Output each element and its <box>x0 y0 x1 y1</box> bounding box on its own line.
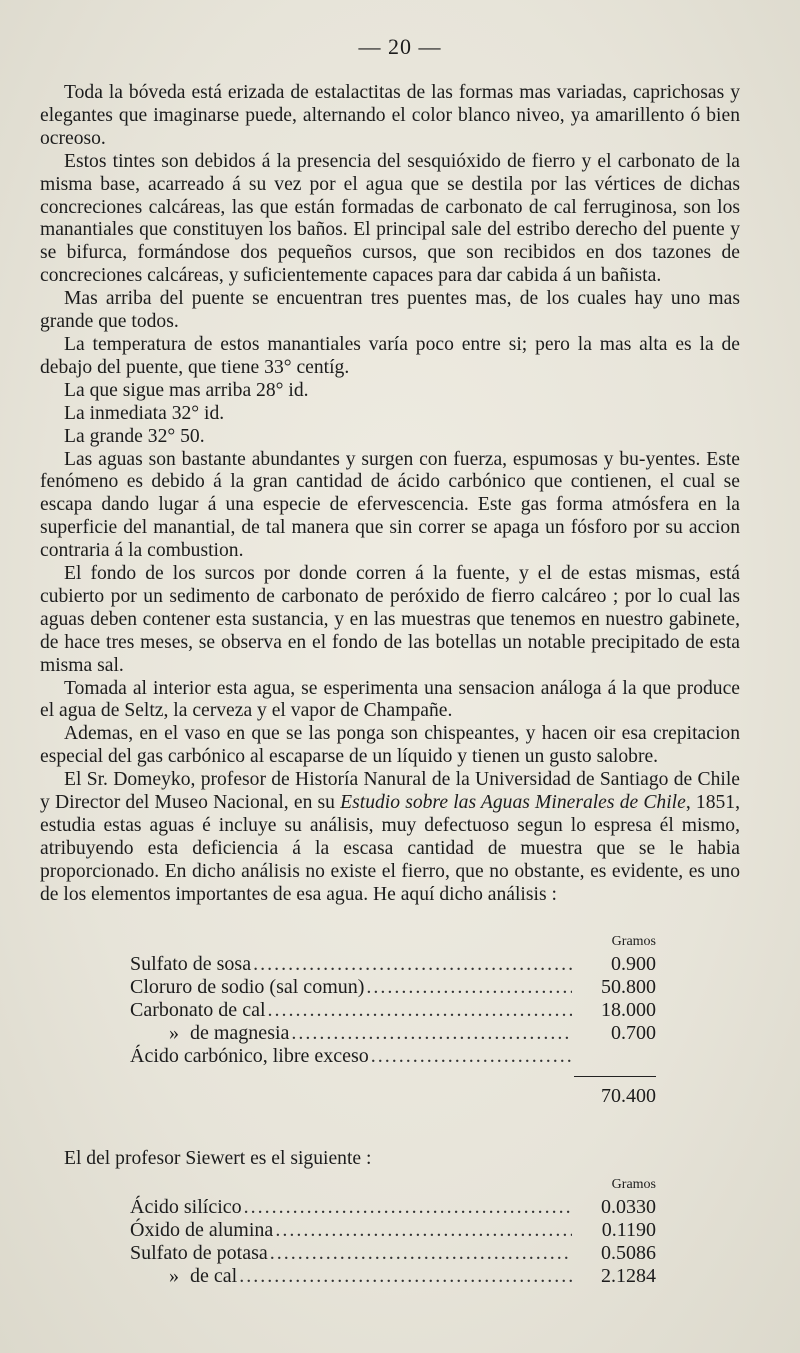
paragraph-boveda: Toda la bóveda está erizada de estalactitas de las formas mas variadas, caprichosas y elegantes que imaginarse puede, alternando el color blanco niveo, ya amarillento ó bien ocreoso. <box>40 82 740 149</box>
table-row <box>130 1265 656 1288</box>
unit-label: Gramos <box>611 1177 656 1192</box>
row-value: 18.000 <box>601 999 656 1021</box>
body-text <box>40 82 740 907</box>
row-value: 0.700 <box>611 1022 656 1044</box>
siewert-intro: El del profesor Siewert es el siguiente : <box>64 1148 372 1169</box>
paragraph-temp-4: La grande 32° 50. <box>64 425 205 447</box>
paragraph-aguas: Las aguas son bastante abundantes y surgen con fuerza, espumosas y bu-yentes. Este fenómeno es debido á la gran cantidad de ácido carbónico que contienen, el cual se escapa dando lugar á una especie de efervescencia. Este gas forma atmósfera en la superficie del manantial, de tal manera que sin correr se apaga un fósforo por su accion contraria á la combustion. <box>40 448 740 562</box>
domeyko-text-before: El Sr. Domeyko, profesor de Historía Nanural de la Universidad de Santiago de Chile y Director del Museo Nacional, en su <box>40 769 740 814</box>
paragraph-temp-3: La inmediata 32° id. <box>64 402 225 424</box>
row-value: 50.800 <box>601 976 656 998</box>
row-label: Carbonato de cal <box>130 999 266 1021</box>
table-row <box>130 1022 656 1045</box>
paragraph-temp-2: La que sigue mas arriba 28° id. <box>64 379 309 401</box>
domeyko-book-title: Estudio sobre las Aguas Minerales de Chile <box>340 792 686 814</box>
ditto-mark: » <box>169 1022 179 1044</box>
leader-dots <box>275 1219 572 1242</box>
domeyko-text-after: , 1851, estudia estas aguas é incluye su análisis, muy defectuoso segun lo espresa él mismo, atribuyendo esta deficiencia á la escasa cantidad de muestra que se le habia proporcionado. En dicho análisis no existe el fierro, que no obstante, es evidente, es uno de los elementos importantes de esa agua. He aquí dicho análisis : <box>40 792 740 905</box>
leader-dots <box>239 1265 572 1288</box>
paragraph-puentes: Mas arriba del puente se encuentran tres puentes mas, de los cuales hay uno mas grande que todos. <box>40 288 740 333</box>
row-label: Sulfato de sosa <box>130 953 252 975</box>
row-label: Ácido carbónico, libre exceso <box>130 1045 369 1067</box>
leader-dots <box>371 1045 572 1068</box>
leader-dots <box>366 976 572 999</box>
analysis-table-siewert <box>130 1174 656 1288</box>
page-number: — 20 — <box>358 34 442 59</box>
row-value: 0.1190 <box>601 1219 656 1241</box>
analysis-table-domeyko <box>130 931 656 1109</box>
table-row <box>130 1219 656 1242</box>
table-row <box>130 1196 656 1219</box>
sum-rule <box>574 1076 656 1077</box>
row-label: Cloruro de sodio (sal comun) <box>130 976 365 998</box>
paragraph-fondo: El fondo de los surcos por donde corren á la fuente, y el de estas mismas, está cubierto por un sedimento de carbonato de peróxido de fierro calcáreo ; por lo cual las aguas deben contener esta sustancia, y en las muestras que tenemos en nuestro gabinete, de hace tres meses, se observa en el fondo de las botellas un notable precipitado de esta misma sal. <box>40 563 740 676</box>
row-label: Óxido de alumina <box>130 1219 274 1241</box>
row-label: Sulfato de potasa <box>130 1242 268 1264</box>
paragraph-domeyko <box>40 769 740 906</box>
paragraph-ademas: Ademas, en el vaso en que se las ponga son chispeantes, y hacen oir esa crepitacion especial del gas carbónico al escaparse de un líquido y tienen un gusto salobre. <box>40 723 740 768</box>
table-row <box>130 1045 656 1068</box>
ditto-mark: » <box>169 1265 179 1287</box>
unit-label: Gramos <box>611 934 656 949</box>
row-label: de cal <box>190 1265 238 1287</box>
table-row <box>130 1242 656 1265</box>
paragraph-tintes: Estos tintes son debidos á la presencia del sesquióxido de fierro y el carbonato de la misma base, acarreado á su vez por el agua que se destila por las vértices de dichas concreciones calcáreas, las que están formadas de carbonato de cal ferruginosa, son los manantiales que constituyen los baños. El principal sale del estribo derecho del puente y se bifurca, formándose dos pequeños cursos, que son recibidos en dos tazones de concreciones calcáreas, y suficientemente capaces para dar cabida á un bañista. <box>40 150 740 287</box>
leader-dots <box>268 999 573 1022</box>
row-value: 0.5086 <box>601 1242 656 1264</box>
paragraph-temperatura: La temperatura de estos manantiales varía poco entre si; pero la mas alta es la de debajo del puente, que tiene 33° centíg. <box>40 333 740 378</box>
row-value: 0.900 <box>611 953 656 975</box>
total-value: 70.400 <box>601 1085 656 1107</box>
paragraph-tomada: Tomada al interior esta agua, se esperimenta una sensacion análoga á la que produce el agua de Seltz, la cerveza y el vapor de Champañe. <box>40 677 740 722</box>
row-label: Ácido silícico <box>130 1196 242 1218</box>
table-row <box>130 976 656 999</box>
leader-dots <box>244 1196 572 1219</box>
table-row <box>130 953 656 976</box>
table-row <box>130 999 656 1022</box>
row-value: 2.1284 <box>601 1265 656 1287</box>
row-value: 0.0330 <box>601 1196 656 1218</box>
row-label: de magnesia <box>190 1022 290 1044</box>
leader-dots <box>291 1022 572 1045</box>
leader-dots <box>253 953 572 976</box>
leader-dots <box>270 1242 572 1265</box>
